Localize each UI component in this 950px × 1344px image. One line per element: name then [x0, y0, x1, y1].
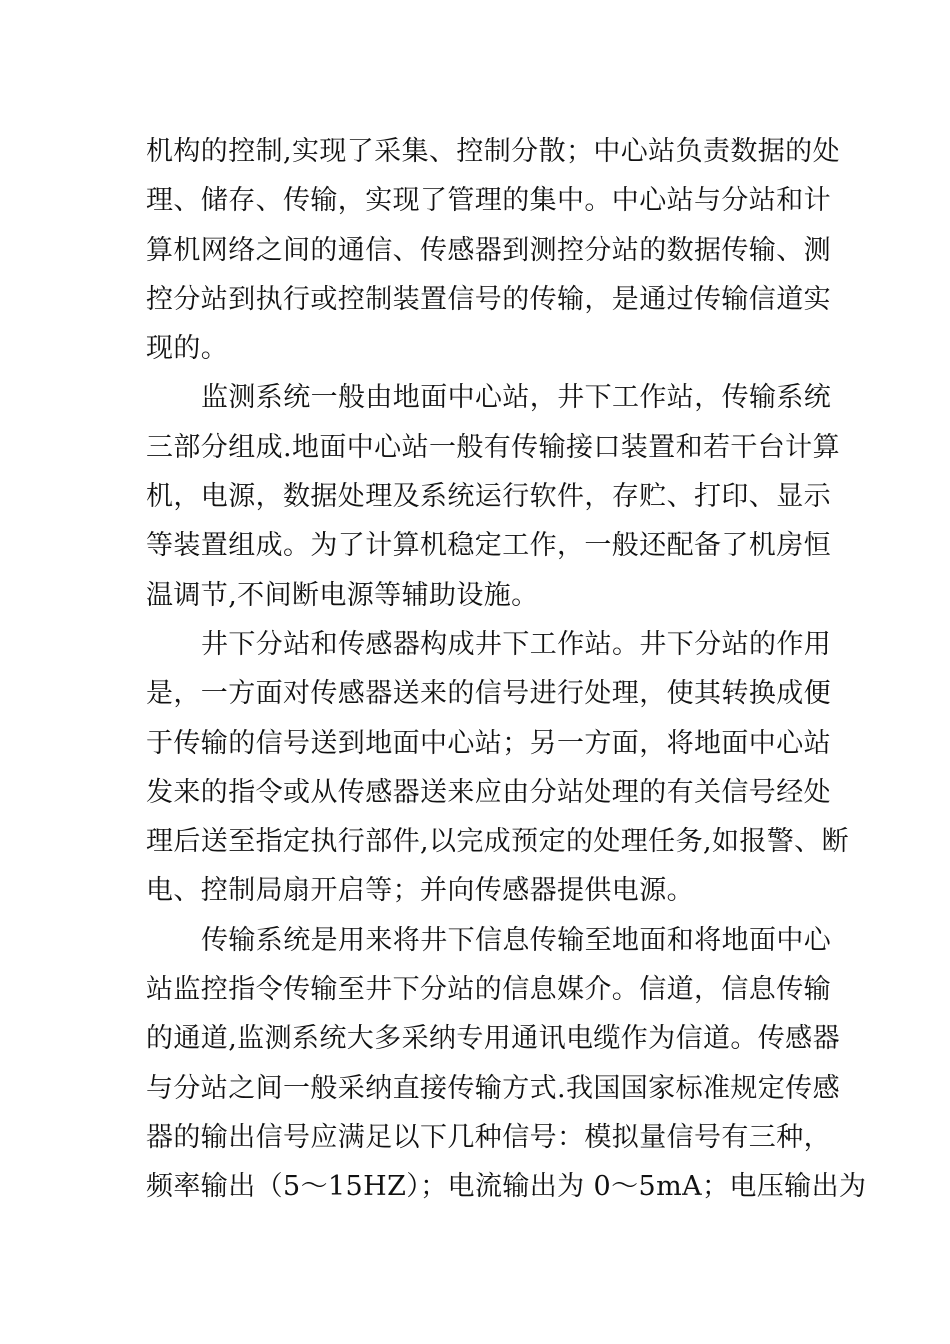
text-line: 电、控制局扇开启等；并向传感器提供电源。	[146, 875, 694, 907]
text-line: 算机网络之间的通信、传感器到测控分站的数据传输、测	[146, 234, 831, 266]
text-line: 等装置组成。为了计算机稳定工作，一般还配备了机房恒	[146, 530, 831, 562]
text-line: 站监控指令传输至井下分站的信息媒介。信道，信息传输	[146, 974, 831, 1006]
text-line: 三部分组成.地面中心站一般有传输接口装置和若干台计算	[146, 431, 840, 463]
text-line: 控分站到执行或控制装置信号的传输，是通过传输信道实	[146, 283, 831, 315]
text-line: 器的输出信号应满足以下几种信号：模拟量信号有三种，	[146, 1121, 831, 1153]
text-line: 理、储存、传输，实现了管理的集中。中心站与分站和计	[146, 185, 831, 217]
text-line: 井下分站和传感器构成井下工作站。井下分站的作用	[201, 628, 832, 660]
text-line: 发来的指令或从传感器送来应由分站处理的有关信号经处	[146, 776, 831, 808]
text-line: 于传输的信号送到地面中心站；另一方面，将地面中心站	[146, 727, 831, 759]
text-line: 监测系统一般由地面中心站，井下工作站，传输系统	[201, 382, 832, 414]
text-line: 机，电源，数据处理及系统运行软件，存贮、打印、显示	[146, 481, 831, 513]
body-text	[146, 127, 867, 1212]
text-line: 温调节,不间断电源等辅助设施。	[146, 579, 539, 611]
text-line: 机构的控制,实现了采集、控制分散；中心站负责数据的处	[146, 136, 840, 167]
text-line: 理后送至指定执行部件,以完成预定的处理任务,如报警、断	[146, 826, 849, 858]
text-line: 传输系统是用来将井下信息传输至地面和将地面中心	[201, 924, 832, 956]
text-line: 频率输出（5～15HZ）；电流输出为 0～5mA；电压输出为	[146, 1171, 867, 1203]
text-line: 现的。	[146, 333, 229, 365]
text-line: 的通道,监测系统大多采纳专用通讯电缆作为信道。传感器	[146, 1023, 840, 1055]
text-line: 是，一方面对传感器送来的信号进行处理，使其转换成便	[146, 678, 831, 710]
text-line: 与分站之间一般采纳直接传输方式.我国国家标准规定传感	[146, 1072, 840, 1104]
